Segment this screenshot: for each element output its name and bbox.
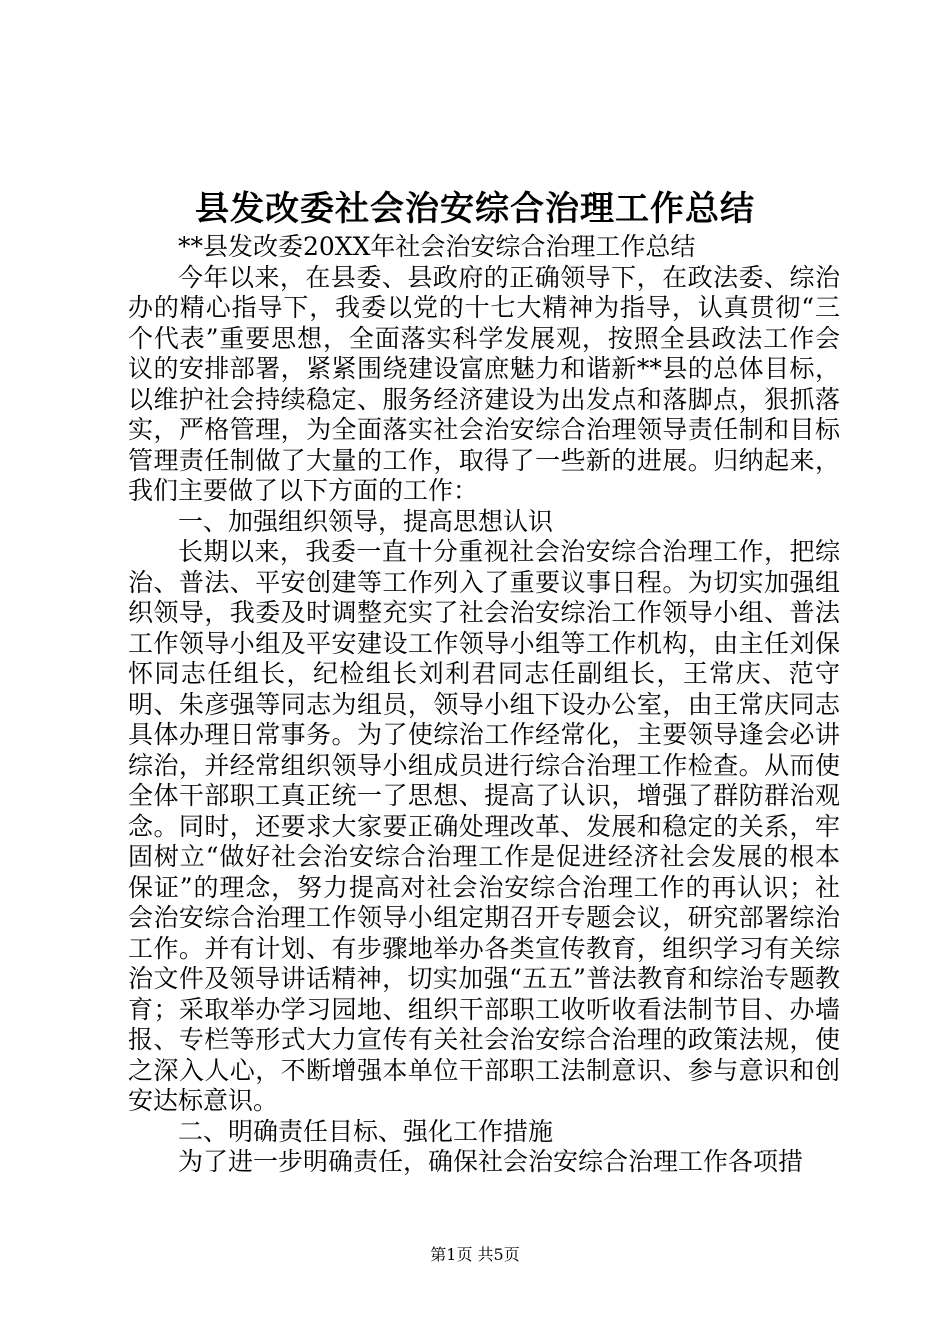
section-heading-2: 二、明确责任目标、强化工作措施 (178, 1116, 554, 1146)
document-body (128, 232, 840, 1178)
page-number: 第1页 共5页 (430, 1245, 520, 1264)
subtitle-paragraph: **县发改委20XX年社会治安综合治理工作总结 (178, 232, 696, 261)
section-heading-1: 一、加强组织领导，提高思想认识 (178, 506, 554, 536)
section-1-paragraph: 长期以来，我委一直十分重视社会治安综合治理工作，把综治、普法、平安创建等工作列入了重要议事日程。为切实加强组织领导，我委及时调整充实了社会治安综治工作领导小组、普法工作领导小组及平安建设工作领导小组等工作机构，由主任刘保怀同志任组长，纪检组长刘利君同志任副组长，王常庆、范守明、朱彦强等同志为组员，领导小组下设办公室，由王常庆同志具体办理日常事务。为了使综治工作经常化，主要领导逢会必讲综治，并经常组织领导小组成员进行综合治理工作检查。从而使全体干部职工真正统一了思想、提高了认识，增强了群防群治观念。同时，还要求大家要正确处理改革、发展和稳定的关系，牢固树立“做好社会治安综合治理工作是促进经济社会发展的根本保证”的理念，努力提高对社会治安综合治理工作的再认识；社会治安综合治理工作领导小组定期召开专题会议，研究部署综治工作。并有计划、有步骤地举办各类宣传教育，组织学习有关综治文件及领导讲话精神，切实加强“五五”普法教育和综治专题教育；采取举办学习园地、组织干部职工收听收看法制节目、办墙报、专栏等形式大力宣传有关社会治安综合治理的政策法规，使之深入人心，不断增强本单位干部职工法制意识、参与意识和创安达标意识。 (128, 537, 840, 1115)
document-title: 县发改委社会治安综合治理工作总结 (195, 189, 755, 229)
section-2-paragraph: 为了进一步明确责任，确保社会治安综合治理工作各项措 (178, 1147, 804, 1176)
intro-paragraph: 今年以来，在县委、县政府的正确领导下，在政法委、综治办的精心指导下，我委以党的十七大精神为指导，认真贯彻“三个代表”重要思想，全面落实科学发展观，按照全县政法工作会议的安排部署，紧紧围绕建设富庶魅力和谐新**县的总体目标，以维护社会持续稳定、服务经济建设为出发点和落脚点，狠抓落实，严格管理，为全面落实社会治安综合治理领导责任制和目标管理责任制做了大量的工作，取得了一些新的进展。归纳起来，我们主要做了以下方面的工作： (128, 262, 840, 505)
